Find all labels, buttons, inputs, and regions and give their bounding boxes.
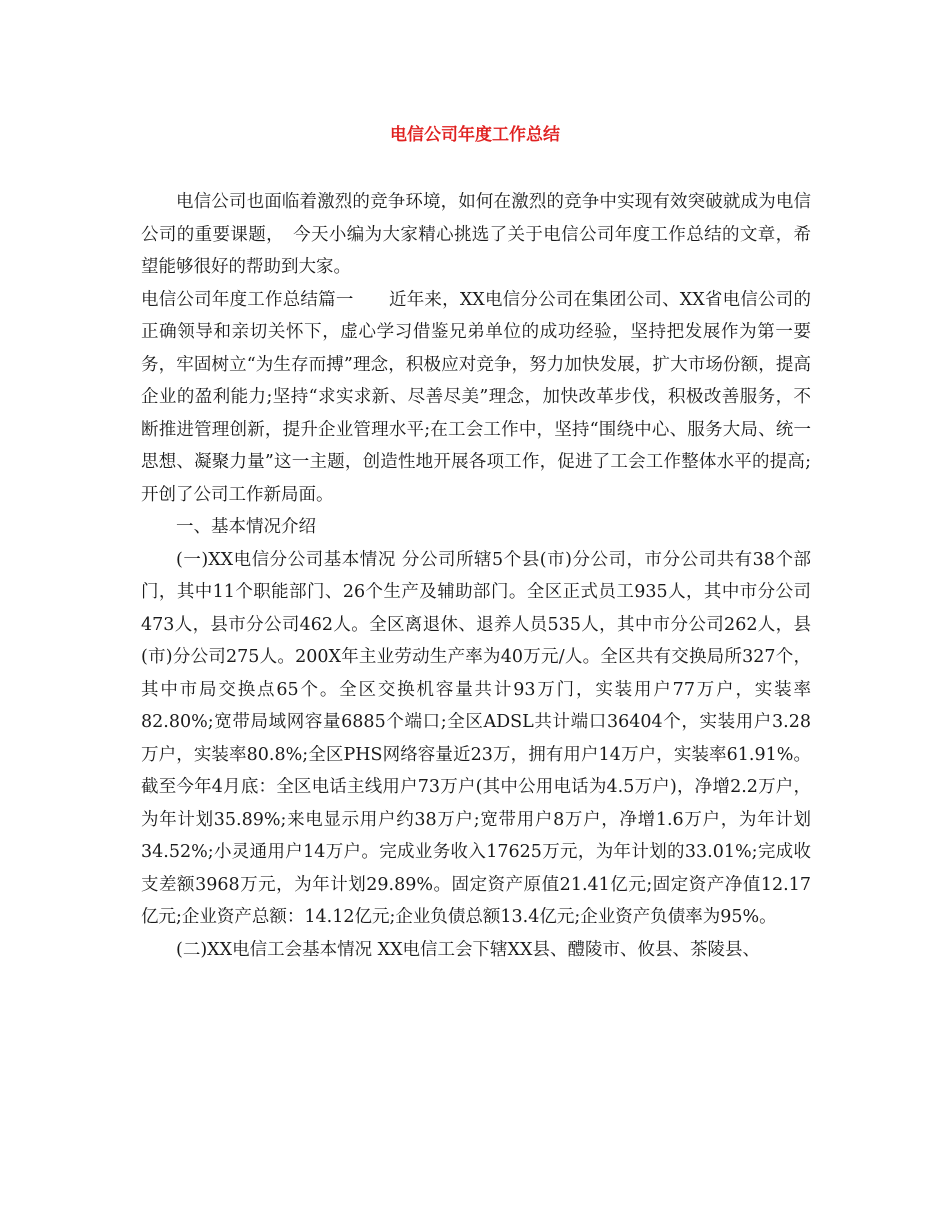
basic-info-paragraph: (一)XX电信分公司基本情况 分公司所辖5个县(市)分公司，市分公司共有38个部门，其中11个职能部门、26个生产及辅助部门。全区正式员工935人，其中市分公司473人，县市分公司462人。全区离退休、退养人员535人，其中市分公司262人，县(市)分公司275人。200X年主业劳动生产率为40万元/人。全区共有交换局所327个，其中市局交换点65个。全区交换机容量共计93万门，实装用户77万户，实装率82.80%;宽带局域网容量6885个端口;全区ADSL共计端口36404个，实装用户3.28万户，实装率80.8%;全区PHS网络容量近23万，拥有用户14万户，实装率61.91%。截至今年4月底：全区电话主线用户73万户(其中公用电话为4.5万户)，净增2.2万户，为年计划35.89%;来电显示用户约38万户;宽带用户8万户，净增1.6万户，为年计划34.52%;小灵通用户14万户。完成业务收入17625万元，为年计划的33.01%;完成收支差额3968万元，为年计划29.89%。固定资产原值21.41亿元;固定资产净值12.17亿元;企业资产总额：14.12亿元;企业负债总额13.4亿元;企业资产负债率为95%。 <box>141 549 811 927</box>
intro-paragraph: 电信公司也面临着激烈的竞争环境，如何在激烈的竞争中实现有效突破就成为电信公司的重要课题， 今天小编为大家精心挑选了关于电信公司年度工作总结的文章，希望能够很好的帮助到大家。 <box>141 192 811 277</box>
document-body <box>141 186 811 966</box>
document-title: 电信公司年度工作总结 <box>390 125 560 145</box>
section-heading: 一、基本情况介绍 <box>176 517 316 537</box>
section-paragraph: 电信公司年度工作总结篇一 近年来，XX电信分公司在集团公司、XX省电信公司的正确领导和亲切关怀下，虚心学习借鉴兄弟单位的成功经验，坚持把发展作为第一要务，牢固树立“为生存而搏”理念，积极应对竞争，努力加快发展，扩大市场份额，提高企业的盈利能力;坚持“求实求新、尽善尽美”理念，加快改革步伐，积极改善服务，不断推进管理创新，提升企业管理水平;在工会工作中，坚持“围绕中心、服务大局、统一思想、凝聚力量”这一主题，创造性地开展各项工作，促进了工会工作整体水平的提高;开创了公司工作新局面。 <box>141 289 811 505</box>
union-info-paragraph: (二)XX电信工会基本情况 XX电信工会下辖XX县、醴陵市、攸县、茶陵县、 <box>176 939 760 960</box>
